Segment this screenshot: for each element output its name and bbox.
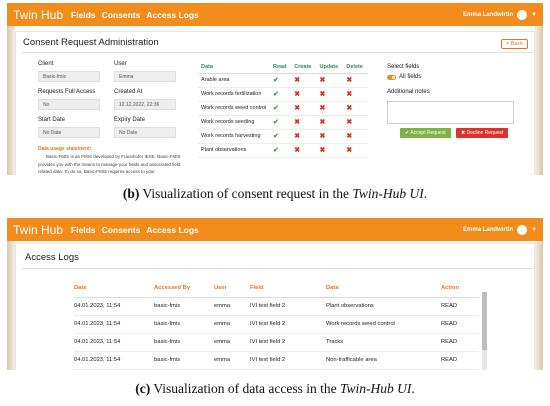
- user-menu[interactable]: [463, 10, 537, 20]
- user-field: Emma: [114, 71, 176, 82]
- log-accessed-by: basic-fmis: [154, 333, 214, 351]
- caption-c-italic: Twin-Hub UI: [339, 381, 412, 396]
- cross-icon: ✖: [291, 129, 316, 143]
- accept-request-button[interactable]: ✔ Accept Request: [400, 128, 451, 138]
- log-row: [74, 333, 479, 351]
- start-date-label: Start Date: [38, 117, 66, 123]
- start-date-field: No Date: [38, 127, 100, 138]
- client-field: Basic-fmis: [38, 71, 100, 82]
- user-name: Emma Landwirtin: [463, 226, 514, 233]
- cross-icon: ✖: [343, 87, 368, 101]
- access-logs-screenshot: [7, 218, 543, 370]
- log-action: READ: [441, 315, 479, 333]
- log-date: 04.01.2023, 11:54: [74, 333, 154, 351]
- user-icon: [517, 10, 527, 20]
- consent-request-screenshot: [7, 3, 543, 175]
- user-icon: [517, 225, 527, 235]
- table-scroll-thumb[interactable]: [482, 292, 487, 350]
- col-delete: Delete: [343, 62, 368, 73]
- permission-row: [198, 129, 368, 143]
- col-create: Create: [291, 62, 316, 73]
- permission-data-name: Plant observations: [198, 143, 270, 157]
- top-navbar: [7, 3, 543, 26]
- cross-icon: ✖: [316, 87, 343, 101]
- log-user: emma: [214, 351, 250, 369]
- cross-icon: ✖: [316, 115, 343, 129]
- permission-data-name: Work records weed control: [198, 101, 270, 115]
- access-logs-table: [74, 280, 479, 370]
- permission-row: [198, 73, 368, 87]
- check-icon: ✔: [270, 129, 291, 143]
- log-data: Work records weed control: [326, 315, 441, 333]
- log-field: IVI test field 2: [250, 315, 326, 333]
- nav-consents[interactable]: Consents: [101, 9, 141, 20]
- user-label: User: [114, 61, 127, 67]
- permission-row: [198, 143, 368, 157]
- logs-header-row: [74, 280, 479, 297]
- back-button[interactable]: < Back: [501, 39, 528, 49]
- caret-down-icon: ▼: [531, 11, 537, 18]
- log-accessed-by: basic-fmis: [154, 297, 214, 315]
- check-icon: ✔: [270, 87, 291, 101]
- caption-c-tag: (c): [135, 381, 151, 396]
- client-label: Client: [38, 61, 54, 67]
- log-accessed-by: basic-fmis: [154, 351, 214, 369]
- permission-data-name: Arable area: [198, 73, 270, 87]
- log-row: [74, 351, 479, 369]
- requests-full-access-field: No: [38, 99, 100, 110]
- cross-icon: ✖: [343, 101, 368, 115]
- log-field: IVI test field 2: [250, 351, 326, 369]
- check-icon: ✔: [270, 143, 291, 157]
- col-field: Field: [250, 280, 326, 297]
- permissions-table: [198, 62, 368, 158]
- permissions-header-row: [198, 62, 368, 73]
- right-background: [535, 241, 543, 370]
- brand-logo[interactable]: Twin Hub: [13, 222, 64, 237]
- cross-icon: ✖: [291, 101, 316, 115]
- col-action: Action: [441, 280, 479, 297]
- cross-icon: ✖: [316, 101, 343, 115]
- permission-row: [198, 115, 368, 129]
- cross-icon: ✖: [343, 129, 368, 143]
- caption-c: [0, 381, 550, 397]
- nav-access-logs[interactable]: Access Logs: [146, 9, 199, 20]
- col-data: Data: [198, 62, 270, 73]
- brand-logo[interactable]: Twin Hub: [13, 7, 64, 22]
- table-scrollbar[interactable]: [482, 292, 487, 370]
- cross-icon: ✖: [291, 87, 316, 101]
- log-accessed-by: basic-fmis: [154, 315, 214, 333]
- log-data: Non-trafficable area: [326, 351, 441, 369]
- log-user: emma: [214, 315, 250, 333]
- cross-icon: ✖: [291, 73, 316, 87]
- log-field: IVI test field 2: [250, 297, 326, 315]
- caption-c-end: .: [411, 381, 415, 396]
- caption-b-text: Visualization of consent request in the: [139, 186, 353, 201]
- cross-icon: ✖: [291, 115, 316, 129]
- cross-icon: ✖: [316, 73, 343, 87]
- caret-down-icon: ▼: [531, 226, 537, 233]
- right-background: [535, 26, 543, 175]
- col-date: Date: [74, 280, 154, 297]
- log-data: Tracks: [326, 333, 441, 351]
- additional-notes-label: Additional notes: [387, 89, 430, 95]
- left-background: [7, 26, 15, 175]
- check-icon: ✔: [270, 115, 291, 129]
- log-action: READ: [441, 333, 479, 351]
- caption-b: [0, 186, 550, 202]
- permission-row: [198, 87, 368, 101]
- caption-b-end: .: [423, 186, 428, 201]
- caption-b-tag: (b): [122, 186, 140, 201]
- col-update: Update: [316, 62, 343, 73]
- all-fields-toggle[interactable]: [387, 75, 396, 80]
- created-at-field: 12.12.2022, 22:36: [114, 99, 176, 110]
- nav-consents[interactable]: Consents: [101, 224, 141, 235]
- log-action: READ: [441, 351, 479, 369]
- consent-card: [15, 31, 535, 175]
- nav-fields[interactable]: Fields: [71, 224, 96, 235]
- expiry-date-field: No Date: [114, 127, 176, 138]
- all-fields-label: All fields: [399, 74, 422, 80]
- cross-icon: ✖: [343, 73, 368, 87]
- expiry-date-label: Expiry Date: [114, 117, 146, 123]
- log-date: 04.01.2023, 11:54: [74, 315, 154, 333]
- divider: [22, 268, 532, 269]
- user-menu[interactable]: [463, 225, 537, 235]
- cross-icon: ✖: [316, 143, 343, 157]
- log-action: READ: [441, 297, 479, 315]
- cross-icon: ✖: [343, 143, 368, 157]
- decline-request-button[interactable]: ✖ Decline Request: [456, 128, 508, 138]
- usage-statement-title: Data usage statement:: [38, 146, 92, 152]
- page-title: Access Logs: [25, 252, 79, 263]
- divider: [22, 52, 532, 53]
- log-data: Plant observations: [326, 297, 441, 315]
- top-navbar: [7, 218, 543, 241]
- nav-access-logs[interactable]: Access Logs: [146, 224, 199, 235]
- check-icon: ✔: [270, 73, 291, 87]
- permission-data-name: Work records fertilization: [198, 87, 270, 101]
- additional-notes-input[interactable]: [387, 101, 514, 124]
- log-date: 04.01.2023, 11:54: [74, 351, 154, 369]
- cross-icon: ✖: [291, 143, 316, 157]
- log-field: IVI test field 2: [250, 333, 326, 351]
- log-row: [74, 297, 479, 315]
- col-user: User: [214, 280, 250, 297]
- cross-icon: ✖: [343, 115, 368, 129]
- col-accessed-by: Accessed By: [154, 280, 214, 297]
- log-user: emma: [214, 333, 250, 351]
- log-date: 04.01.2023, 11:54: [74, 297, 154, 315]
- col-read: Read: [270, 62, 291, 73]
- log-row: [74, 315, 479, 333]
- caption-b-italic: Twin-Hub UI: [352, 186, 424, 201]
- check-icon: ✔: [270, 101, 291, 115]
- user-name: Emma Landwirtin: [463, 11, 514, 18]
- created-at-label: Created At: [114, 89, 143, 95]
- nav-fields[interactable]: Fields: [71, 9, 96, 20]
- permission-data-name: Work records seeding: [198, 115, 270, 129]
- left-background: [7, 241, 15, 370]
- select-fields-label: Select fields: [387, 64, 420, 70]
- cross-icon: ✖: [316, 129, 343, 143]
- requests-full-access-label: Requests Full Access: [38, 89, 96, 95]
- permission-row: [198, 101, 368, 115]
- col-data: Data: [326, 280, 441, 297]
- log-user: emma: [214, 297, 250, 315]
- access-logs-card: [15, 243, 535, 370]
- permission-data-name: Work records harvesting: [198, 129, 270, 143]
- usage-statement-text: Basic-FMIS is an FMIS developed by Fraunhofer IESE. Basic-FMIS provides you with the means to manage your fields and associated field related data. To do so, Basic-FMIS requires access to your: [38, 154, 181, 174]
- page-title: Consent Request Administration: [23, 37, 159, 48]
- caption-c-text: Visualization of data access in the: [150, 381, 340, 396]
